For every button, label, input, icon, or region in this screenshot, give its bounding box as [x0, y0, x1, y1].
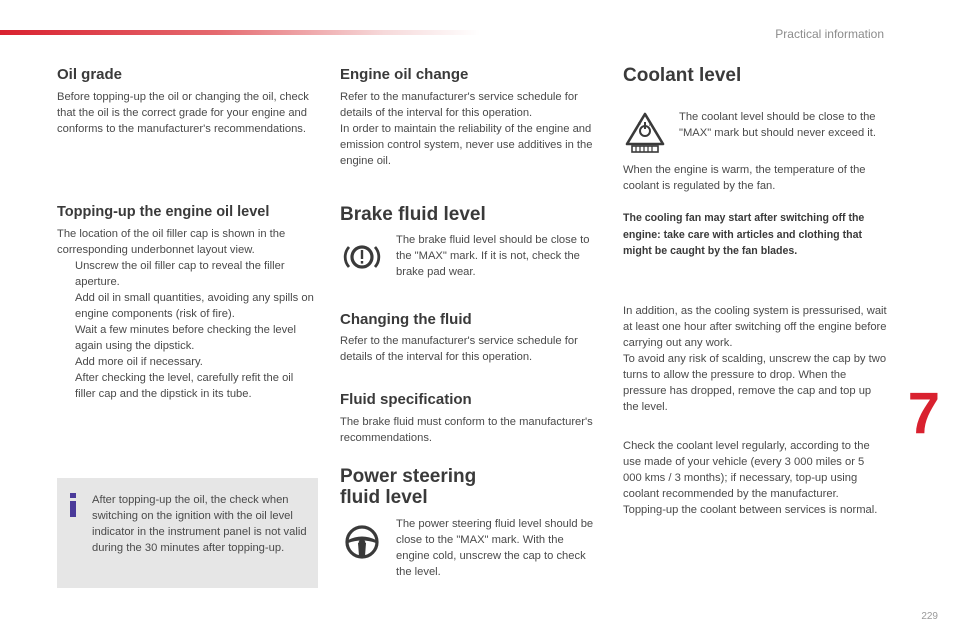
- info-icon: [68, 493, 78, 517]
- chapter-number: 7: [907, 381, 940, 446]
- fluid-spec-heading: Fluid specification: [340, 391, 472, 408]
- section-title: Practical information: [775, 27, 884, 41]
- coolant-pressure-text: In addition, as the cooling system is pressurised, wait at least one hour after switching off the engine before carrying out any work. To avoid any risk of scalding, unscrew the cap by two turns to allow the pressure to drop. When the pressure has dropped, remove the cap and top up the level.: [623, 305, 887, 413]
- coolant-warm-text: When the engine is warm, the temperature of the coolant is regulated by the fan.: [623, 164, 866, 192]
- topping-up-heading: Topping-up the engine oil level: [57, 204, 270, 220]
- engine-oil-change-heading: Engine oil change: [340, 66, 469, 83]
- list-item: Wait a few minutes before checking the level again using the dipstick.: [75, 324, 296, 352]
- list-item: Add oil in small quantities, avoiding any spills on engine components (risk of fire).: [75, 292, 314, 320]
- list-item: Add more oil if necessary.: [75, 356, 203, 368]
- header-accent-bar: [0, 30, 480, 35]
- svg-text:A: A: [649, 122, 653, 128]
- fan-warning-icon: [624, 111, 666, 153]
- coolant-check-text: Check the coolant level regularly, according to the use made of your vehicle (every 3 000 miles or 5 000 kms / 3 months); if necessary, top-up using coolant recommended by the manufacturer. Topping-up the coolant between services is normal.: [623, 440, 878, 516]
- steering-wheel-icon: [341, 521, 383, 563]
- topping-up-steps: [57, 258, 315, 402]
- engine-oil-change-text: Refer to the manufacturer's service schedule for details of the interval for this operation. In order to maintain the reliability of the engine and emission control system, never use additives in the engine oil.: [340, 91, 593, 167]
- page-number: 229: [921, 611, 938, 622]
- changing-fluid-heading: Changing the fluid: [340, 311, 472, 328]
- fluid-spec-text: The brake fluid must conform to the manufacturer's recommendations.: [340, 416, 593, 444]
- brake-fluid-text: The brake fluid level should be close to the "MAX" mark. If it is not, check the brake pad wear.: [396, 234, 590, 278]
- topping-up-intro: The location of the oil filler cap is shown in the corresponding underbonnet layout view.: [57, 228, 286, 256]
- info-note-text: After topping-up the oil, the check when switching on the ignition with the oil level indicator in the instrument panel is not valid during the 30 minutes after topping-up.: [92, 494, 307, 554]
- oil-grade-text: Before topping-up the oil or changing the oil, check that the oil is the correct grade for your engine and conforms to the manufacturer's recommendations.: [57, 91, 309, 135]
- brake-warning-icon: [341, 236, 383, 278]
- coolant-level-text: The coolant level should be close to the "MAX" mark but should never exceed it.: [679, 111, 876, 139]
- list-item: After checking the level, carefully refit the oil filler cap and the dipstick in its tube.: [75, 372, 294, 400]
- coolant-fan-warning: The cooling fan may start after switching off the engine: take care with articles and clothing that might be caught by the fan blades.: [623, 212, 865, 257]
- power-steering-text: The power steering fluid level should be close to the "MAX" mark. With the engine cold, unscrew the cap to check the level.: [396, 518, 594, 578]
- svg-text:F: F: [638, 122, 642, 128]
- brake-fluid-heading: Brake fluid level: [340, 204, 486, 225]
- changing-fluid-text: Refer to the manufacturer's service schedule for details of the interval for this operation.: [340, 335, 578, 363]
- info-note-box: [57, 478, 318, 588]
- list-item: Unscrew the oil filler cap to reveal the filler aperture.: [75, 260, 285, 288]
- coolant-heading: Coolant level: [623, 65, 742, 86]
- power-steering-heading: Power steering fluid level: [340, 466, 477, 508]
- oil-grade-heading: Oil grade: [57, 66, 123, 83]
